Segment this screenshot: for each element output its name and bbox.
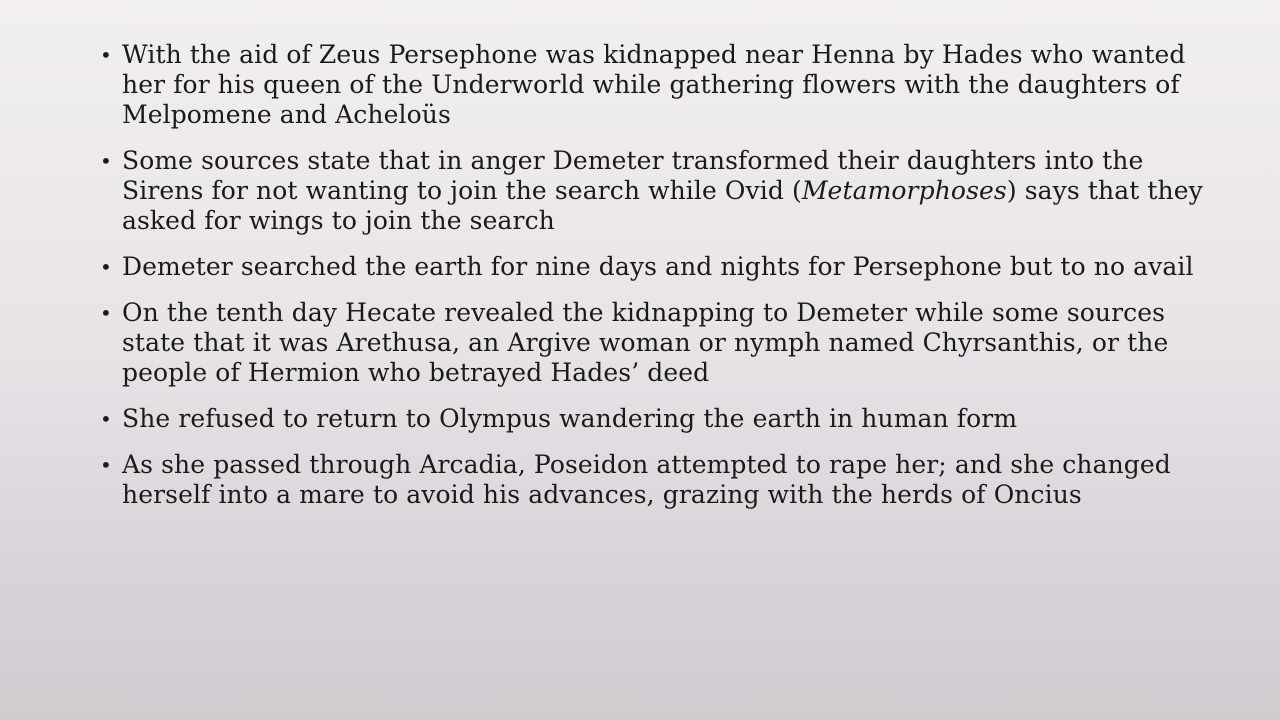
- bullet-text: On the tenth day Hecate revealed the kidnapping to Demeter while some sources state that it was Arethusa, an Argive woman or nymph named Chyrsanthis, or the people of Hermion who betrayed Hades’ deed: [122, 298, 1169, 387]
- bullet-text: As she passed through Arcadia, Poseidon attempted to rape her; and she changed herself into a mare to avoid his advances, grazing with the herds of Oncius: [122, 450, 1171, 509]
- bullet-item-arcadia: [100, 450, 1220, 510]
- bullet-text-post: ) says that they asked for wings to join the search: [122, 176, 1203, 235]
- bullet-text: With the aid of Zeus Persephone was kidnapped near Henna by Hades who wanted her for his queen of the Underworld while gathering flowers with the daughters of Melpomene and Acheloüs: [122, 40, 1186, 129]
- bullet-item-sirens: [100, 146, 1220, 236]
- bullet-text: She refused to return to Olympus wandering the earth in human form: [122, 404, 1018, 433]
- bullet-text: Demeter searched the earth for nine days and nights for Persephone but to no avail: [122, 252, 1194, 281]
- bullet-text-italic-title: Metamorphoses: [801, 176, 1007, 205]
- bullet-item-kidnapping: [100, 40, 1220, 130]
- bullet-item-revelation: [100, 298, 1220, 388]
- bullet-text-pre: Some sources state that in anger Demeter transformed their daughters into the Sirens for not wanting to join the search while Ovid (: [122, 146, 1144, 205]
- bullet-list: [100, 40, 1220, 526]
- bullet-item-wandering: [100, 404, 1220, 434]
- bullet-item-search: [100, 252, 1220, 282]
